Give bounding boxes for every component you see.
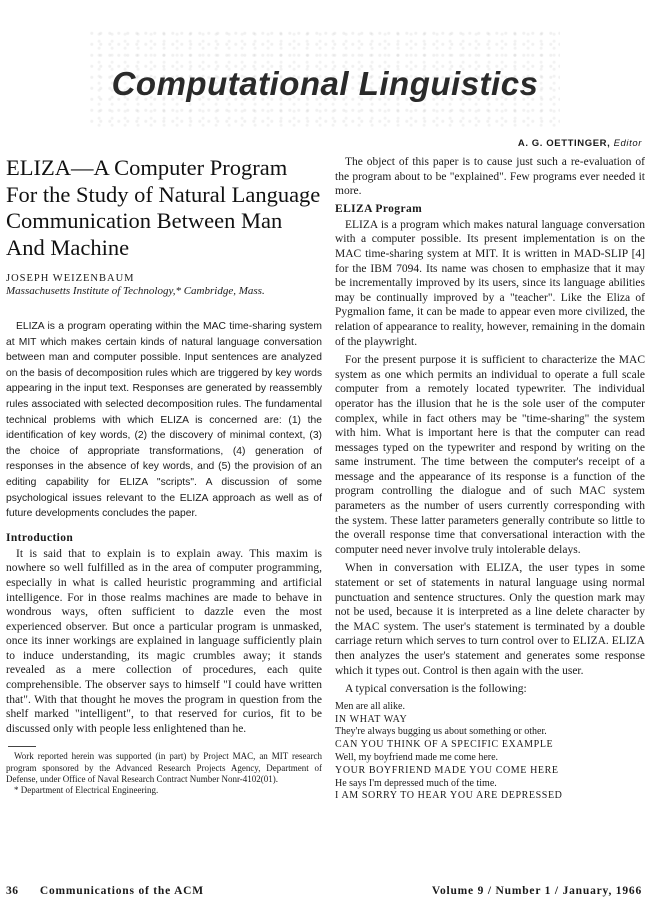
affiliation-footnote: * Department of Electrical Engineering.	[14, 785, 159, 796]
program-paragraph: ELIZA is a program which makes natural language conversation with a computer possible. Its present implementation is on the MAC time-sharing system at MIT. It is written in MAD-SLIP [4] for the IBM 7094. Its name was chosen to emphasize that it may be incrementally improved by its users, since its language abilities may be continually improved by a "teacher". Like the Eliza of Pygmalion fame, it can be made to appear even more civilized, the relation of appearance to reality, however, remaining in the domain of the playwright.	[335, 218, 645, 348]
section-banner	[90, 30, 560, 130]
program-paragraph: A typical conversation is the following:	[345, 683, 527, 696]
page-footer-left	[6, 885, 204, 897]
introduction-heading: Introduction	[6, 531, 74, 544]
user-line: They're always bugging us about something or other.	[335, 726, 547, 738]
editor-name: A. G. OETTINGER,	[517, 138, 611, 149]
intro-continuation: The object of this paper is to cause just such a re-evaluation of the program about to be "explained". Few programs ever needed it more.	[335, 156, 645, 198]
sample-conversation	[335, 701, 645, 803]
left-column	[6, 155, 322, 796]
user-line: He says I'm depressed much of the time.	[335, 777, 497, 789]
eliza-response: IN WHAT WAY	[335, 713, 408, 725]
footnote-divider	[8, 746, 36, 747]
program-paragraph: When in conversation with ELIZA, the user types in some statement or set of statements in natural language using normal punctuation and sentence structures. Only the question mark may not be used, because it is interpreted as a line delete character by the MAC system. The user's statement is terminated by a double carriage return which serves to turn control over to ELIZA. ELIZA then analyzes the user's statement and generates some response which it types out. Control is then again with the user.	[335, 562, 645, 677]
editor-role: Editor	[613, 138, 642, 149]
eliza-response: YOUR BOYFRIEND MADE YOU COME HERE	[335, 764, 559, 776]
introduction-paragraph: It is said that to explain is to explain away. This maxim is nowhere so well fulfilled as in the area of computer programming, especially in what is called heuristic programming and artificial intelligence. For in those realms machines are made to behave in wondrous ways, often sufficient to dazzle even the most experienced observer. But once a particular program is unmasked, once its inner workings are explained in language sufficiently plain to induce understanding, its magic crumbles away; it stands revealed as a mere collection of procedures, each quite comprehensible. The observer says to himself "I could have written that". With that thought he moves the program in question from the shelf marked "intelligent", to that reserved for curios, fit to be discussed only with people less enlightened than he.	[6, 547, 322, 735]
user-line: Well, my boyfriend made me come here.	[335, 751, 499, 763]
program-paragraph: For the present purpose it is sufficient to characterize the MAC system as one which permits an individual to operate a full scale computer from a remotely located typewriter. The individual operator has the illusion that he is the sole user of the computer complex, while in fact others may be "time-sharing" the system with him. What is important here is that the computer can read messages typed on the typewriter and respond by writing on the same instrument. The time between the computer's receipt of a message and the appearance of its response is a function of the program controlling the dialogue and of such MAC system parameters as the number of users currently corresponding with the system. These latter parameters generally contribute so little to the overall response time that conversational interaction with the computer need never involve truly intolerable delays.	[335, 354, 645, 556]
abstract: ELIZA is a program operating within the MAC time-sharing system at MIT which makes certain kinds of natural language conversation between man and computer possible. Input sentences are analyzed on the basis of decomposition rules which are triggered by key words appearing in the input text. Responses are generated by reassembly rules associated with selected decomposition rules. The fundamental technical problems with which ELIZA is concerned are: (1) the identification of key words, (2) the discovery of minimal context, (3) the choice of appropriate transformations, (4) generation of responses in the absence of key words, and (5) the provision of an editing capability for ELIZA "scripts". A discussion of some psychological issues relevant to the ELIZA approach as well as of future developments concludes the paper.	[6, 321, 322, 520]
eliza-program-heading: ELIZA Program	[335, 202, 423, 215]
section-title: Computational Linguistics	[111, 65, 539, 102]
funding-footnote: Work reported herein was supported (in part) by Project MAC, an MIT research program sponsored by the Advanced Research Projects Agency, Department of Defense, under Office of Naval Research Contract Number Nonr-4102(01).	[6, 751, 322, 784]
article-author: JOSEPH WEIZENBAUM	[6, 273, 135, 284]
eliza-response: I AM SORRY TO HEAR YOU ARE DEPRESSED	[335, 790, 563, 802]
author-affiliation: Massachusetts Institute of Technology,* Cambridge, Mass.	[6, 285, 265, 297]
right-column	[335, 155, 645, 803]
user-line: Men are all alike.	[335, 700, 405, 712]
journal-name: Communications of the ACM	[39, 885, 204, 897]
issue-info: Volume 9 / Number 1 / January, 1966	[431, 885, 642, 897]
eliza-response: CAN YOU THINK OF A SPECIFIC EXAMPLE	[335, 739, 554, 751]
editor-credit	[518, 138, 642, 149]
page-number: 36	[6, 885, 19, 897]
article-title: ELIZA—A Computer Program For the Study of Natural Language Communication Between Man And Machine	[6, 155, 321, 260]
